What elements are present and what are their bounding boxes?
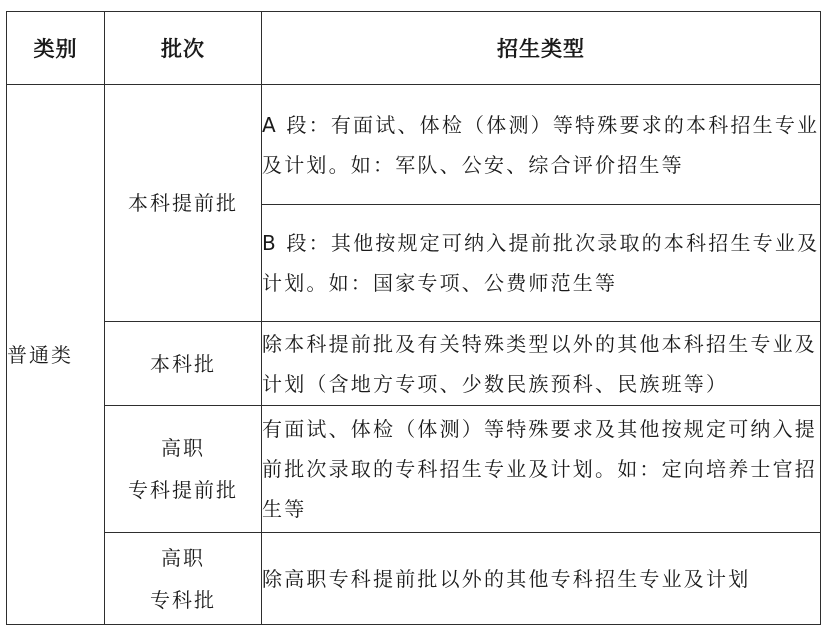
batch-label: 本科提前批 xyxy=(128,191,238,215)
batch-label: 专科提前批 xyxy=(128,478,238,502)
header-type: 招生类型 xyxy=(262,12,821,85)
type-description: A 段：有面试、体检（体测）等特殊要求的本科招生专业及计划。如：军队、公安、综合评价招生等 xyxy=(262,85,821,205)
type-description: 除本科提前批及有关特殊类型以外的其他本科招生专业及计划（含地方专项、少数民族预科、民族班等） xyxy=(262,322,821,406)
header-row xyxy=(7,12,821,85)
batch-cell xyxy=(105,533,262,625)
batch-cell xyxy=(105,85,262,322)
batch-label: 本科批 xyxy=(150,351,216,376)
category-cell: 普通类 xyxy=(7,85,105,625)
admission-batch-table xyxy=(6,11,821,625)
type-description: 有面试、体检（体测）等特殊要求及其他按规定可纳入提前批次录取的专科招生专业及计划。如：定向培养士官招生等 xyxy=(262,406,821,533)
header-batch: 批次 xyxy=(105,12,262,85)
table-row xyxy=(7,322,821,406)
batch-label: 专科批 xyxy=(150,587,216,612)
table-row xyxy=(7,406,821,533)
batch-label: 高职 xyxy=(161,545,205,570)
table-row xyxy=(7,533,821,625)
table-row xyxy=(7,85,821,205)
batch-label: 高职 xyxy=(161,436,205,460)
batch-cell xyxy=(105,322,262,406)
type-description: B 段：其他按规定可纳入提前批次录取的本科招生专业及计划。如：国家专项、公费师范生等 xyxy=(262,205,821,322)
header-category: 类别 xyxy=(7,12,105,85)
batch-cell xyxy=(105,406,262,533)
type-description: 除高职专科提前批以外的其他专科招生专业及计划 xyxy=(262,533,821,625)
